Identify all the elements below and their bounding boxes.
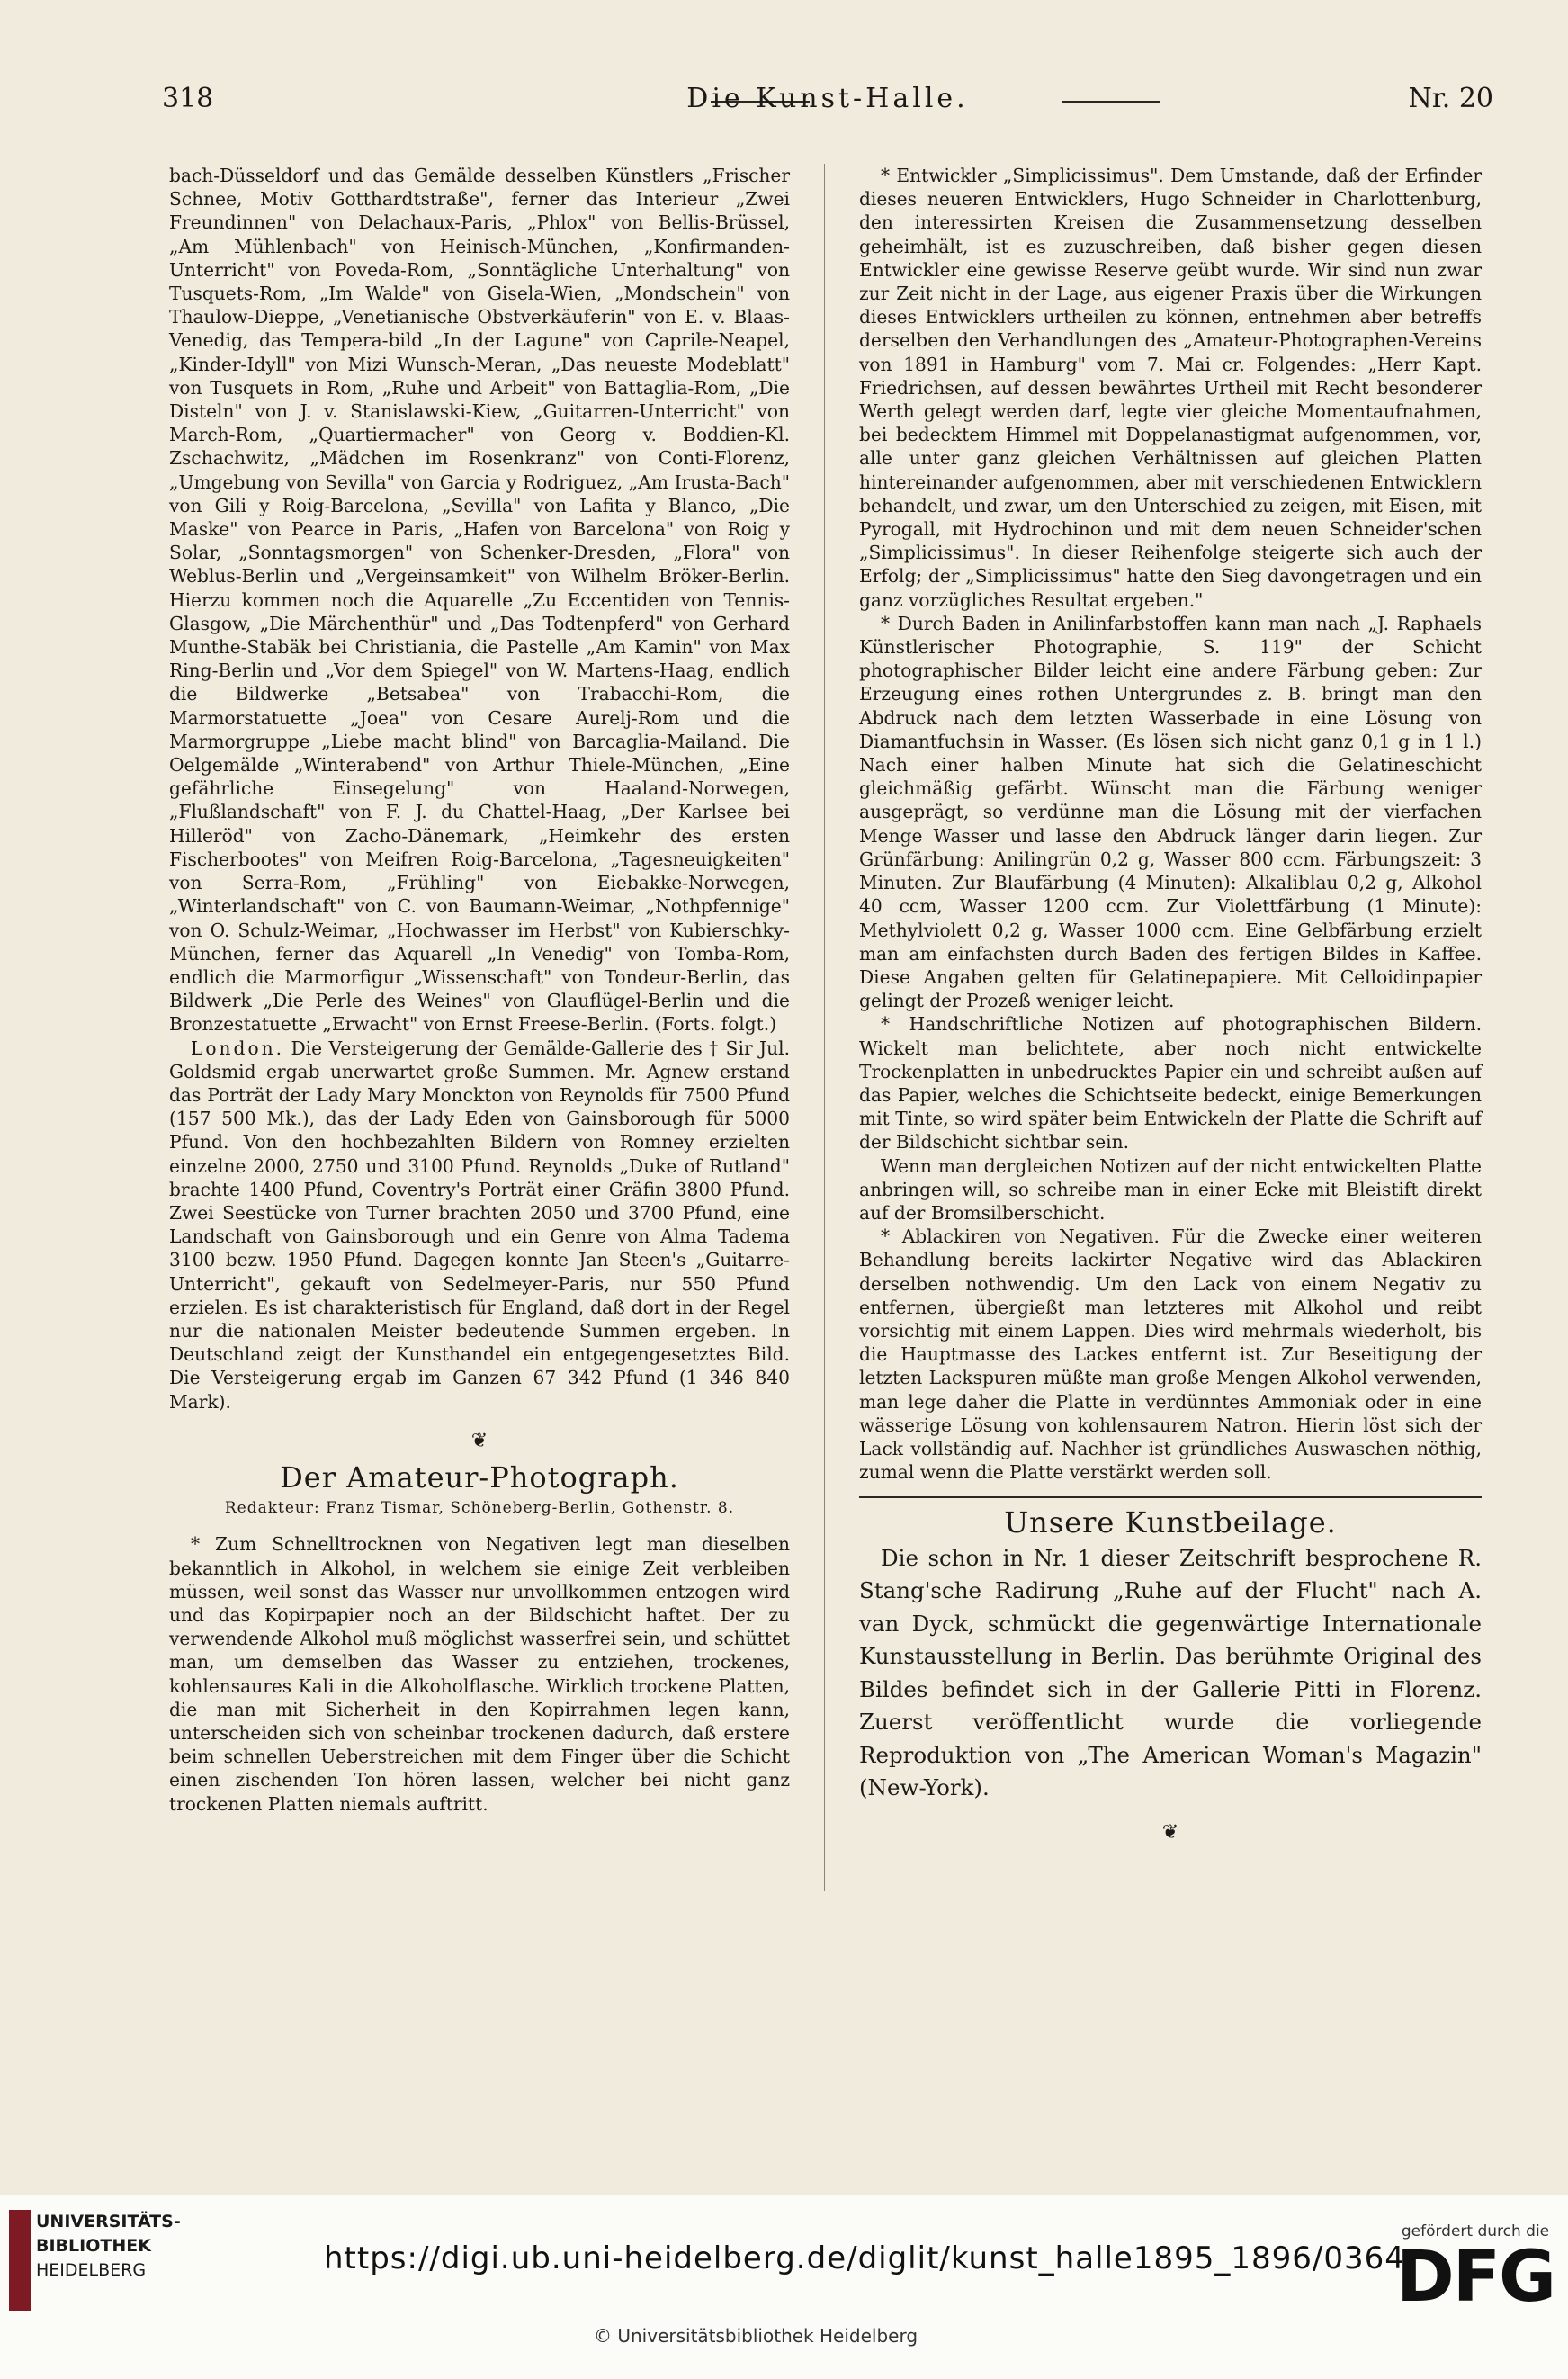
london-lead: London. [191, 1037, 285, 1059]
pencil-notes-paragraph: Wenn man dergleichen Notizen auf der nicht entwickelten Platte anbringen will, so schreibe man in einer Ecke mit Bleistift direkt auf der Bromsilberschicht. [859, 1154, 1482, 1224]
funded-by-text: gefördert durch die [1401, 2222, 1550, 2240]
ornament-right: ❦ [1161, 1820, 1179, 1844]
dfg-logo[interactable] [1385, 2222, 1565, 2318]
library-name-line2: BIBLIOTHEK [36, 2236, 151, 2256]
exhibition-list-paragraph: bach-Düsseldorf und das Gemälde desselben Künstlers „Frischer Schnee, Motiv Gotthardtstraße", ferner das Interieur „Zwei Freundinnen" von Delachaux-Paris, „Phlox" von Bellis-Brüssel, „Am Mühlenbach" von Heinisch-München, „Konfirmanden-Unterricht" von Poveda-Rom, „Sonntägliche Unterhaltung" von Tusquets-Rom, „Im Walde" von Gisela-Wien, „Mondschein" von Thaulow-Dieppe, „Venetianische Obstverkäuferin" von E. v. Blaas-Venedig, das Tempera-bild „In der Lagune" von Caprile-Neapel, „Kinder-Idyll" von Mizi Wunsch-Meran, „Das neueste Modeblatt" von Tusquets in Rom, „Ruhe und Arbeit" von Battaglia-Rom, „Die Disteln" von J. v. Stanislawski-Kiew, „Guitarren-Unterricht" von March-Rom, „Quartiermacher" von Georg v. Boddien-Kl. Zschachwitz, „Mädchen im Rosenkranz" von Conti-Florenz, „Umgebung von Sevilla" von Garcia y Rodriguez, „Am Irusta-Bach" von Gili y Roig-Barcelona, „Sevilla" von Lafita y Blanco, „Die Maske" von Pearce in Paris, „Hafen von Barcelona" von Roig y Solar, „Sonntagsmorgen" von Schenker-Dresden, „Flora" von Weblus-Berlin und „Vergeinsamkeit" von Wilhelm Bröker-Berlin. Hierzu kommen noch die Aquarelle „Zu Eccentiden von Tennis-Glasgow, „Die Märchenthür" und „Das Todtenpferd" von Gerhard Munthe-Stabäk bei Christiania, die Pastelle „Am Kamin" von Max Ring-Berlin und „Vor dem Spiegel" von W. Martens-Haag, endlich die Bildwerke „Betsabea" von Trabacchi-Rom, die Marmorstatuette „Joea" von Cesare Aurelj-Rom und die Marmorgruppe „Liebe macht blind" von Barcaglia-Mailand. Die Oelgemälde „Winterabend" von Arthur Thiele-München, „Eine gefährliche Einsegelung" von Haaland-Norwegen, „Flußlandschaft" von F. J. du Chattel-Haag, „Der Karlsee bei Hilleröd" von Zacho-Dänemark, „Heimkehr des ersten Fischerbootes" von Meifren Roig-Barcelona, „Tagesneuigkeiten" von Serra-Rom, „Frühling" von Eiebakke-Norwegen, „Winterlandschaft" von C. von Baumann-Weimar, „Nothpfennige" von O. Schulz-Weimar, „Hochwasser im Herbst" von Kubierschky-München, ferner das Aquarell „In Venedig" von Tomba-Rom, endlich die Marmorfigur „Wissenschaft" von Tondeur-Berlin, das Bildwerk „Die Perle des Weines" von Glauflügel-Berlin und die Bronzestatuette „Erwacht" von Ernst Freese-Berlin. (Forts. folgt.) [169, 165, 790, 1036]
ornament-left: ❦ [470, 1429, 488, 1452]
column-divider [824, 164, 825, 1891]
varnish-removal-paragraph: * Ablackiren von Negativen. Für die Zwecke einer weiteren Behandlung bereits lackirter Negative wird das Ablackiren derselben nothwendig. Um den Lack von einem Negativ zu entfernen, übergießt man letzteres mit Alkohol und reibt vorsichtig mit einem Lappen. Dies wird mehrmals wiederholt, bis die Hauptmasse des Lackes entfernt ist. Zur Beseitigung der letzten Lackspuren müßte man große Mengen Alkohol verwenden, man lege daher die Platte in verdünntes Ammoniak oder in eine wässerige Lösung von kohlensaurem Natron. Hierin löst sich der Lack vollständig auf. Nachher ist gründliches Auswaschen nöthig, zumal wenn die Platte verstärkt werden soll. [859, 1225, 1482, 1484]
header-rule-right [1062, 101, 1160, 103]
library-name-line3: HEIDELBERG [36, 2260, 147, 2280]
quick-drying-paragraph: * Zum Schnelltrocknen von Negativen legt man dieselben bekanntlich in Alkohol, in welchem sie einige Zeit verbleiben müssen, weil sonst das Wasser nur unvollkommen entzogen wird und das Kopirpapier noch an der Bildschicht haftet. Der zu verwendende Alkohol muß möglichst wasserfrei sein, und schüttet man, um demselben das Wasser zu entziehen, trockenes, kohlensaures Kali in die Alkoholflasche. Wirklich trockene Platten, die man mit Sicherheit in den Kopirrahmen legen kann, unterscheiden sich von scheinbar trockenen dadurch, daß erstere beim schnellen Ueberstreichen mit dem Finger über die Schicht einen zischenden Ton hören lassen, welcher bei nicht ganz trockenen Platten niemals auftritt. [169, 1533, 790, 1815]
library-name-line1: UNIVERSITÄTS- [36, 2212, 181, 2231]
london-auction-paragraph [169, 1037, 790, 1414]
right-column [859, 164, 1482, 1855]
aniline-paragraph: * Durch Baden in Anilinfarbstoffen kann man nach „J. Raphaels Künstlerischer Photographie, S. 119" der Schicht photographischer Bilder leicht eine andere Färbung geben: Zur Erzeugung eines rothen Untergrundes z. B. bringt man den Abdruck nach dem letzten Wasserbade in eine Lösung von Diamantfuchsin in Wasser. (Es lösen sich nicht ganz 0,1 g in 1 l.) Nach einer halben Minute hat sich die Gelatineschicht gleichmäßig gefärbt. Wünscht man die Färbung weniger ausgeprägt, so verdünne man die Lösung mit der vierfachen Menge Wasser und lasse den Abdruck länger darin liegen. Zur Grünfärbung: Anilingrün 0,2 g, Wasser 800 ccm. Färbungszeit: 3 Minuten. Zur Blaufärbung (4 Minuten): Alkaliblau 0,2 g, Alkohol 40 ccm, Wasser 1200 ccm. Zur Violettfärbung (1 Minute): Methylviolett 0,2 g, Wasser 1000 ccm. Eine Gelbfärbung erzielt man am einfachsten durch Baden des fertigen Bildes in Kaffee. Diese Angaben gelten für Gelatinepapiere. Mit Celloidinpapier gelingt der Prozeß weniger leicht. [859, 612, 1482, 1012]
issue-number: Nr. 20 [1408, 83, 1493, 114]
section-title-kunstbeilage: Unsere Kunstbeilage. [1004, 1505, 1337, 1540]
journal-title: Die Kunst-Halle. [686, 83, 969, 114]
permalink-url[interactable]: https://digi.ub.uni-heidelberg.de/diglit/kunst_halle1895_1896/0364 [324, 2240, 1405, 2276]
london-text: Die Versteigerung der Gemälde-Gallerie des † Sir Jul. Goldsmid ergab unerwartet große Summen. Mr. Agnew erstand das Porträt der Lady Mary Monckton von Reynolds für 7500 Pfund (157 500 Mk.), das der Lady Eden von Gainsborough für 5000 Pfund. Von den hochbezahlten Bildern von Romney erzielten einzelne 2000, 2750 und 3100 Pfund. Reynolds „Duke of Rutland" brachte 1400 Pfund, Coventry's Porträt einer Gräfin 3800 Pfund. Zwei Seestücke von Turner brachten 2050 und 3700 Pfund, eine Landschaft von Gainsborough und ein Genre von Alma Tadema 3100 bezw. 1950 Pfund. Dagegen konnte Jan Steen's „Guitarre-Unterricht", gekauft von Sedelmeyer-Paris, nur 550 Pfund erzielen. Es ist charakteristisch für England, daß dort in der Regel nur die nationalen Meister bedeutende Summen ergeben. In Deutschland zeigt der Kunsthandel ein entgegengesetztes Bild. Die Versteigerung ergab im Ganzen 67 342 Pfund (1 346 840 Mark). [169, 1037, 790, 1413]
university-library-logo[interactable] [9, 2210, 181, 2322]
library-logo-icon [9, 2210, 31, 2311]
editor-line: Redakteur: Franz Tismar, Schöneberg-Berlin, Gothenstr. 8. [224, 1499, 735, 1518]
dfg-wordmark: DFG [1395, 2237, 1555, 2318]
developer-paragraph: * Entwickler „Simplicissimus". Dem Umstande, daß der Erfinder dieses neueren Entwicklers, Hugo Schneider in Charlottenburg, den interessirten Kreisen die Zusammensetzung desselben geheimhält, ist es zuzuschreiben, daß bisher gegen diesen Entwickler eine gewisse Reserve geübt wurde. Wir sind nun zwar zur Zeit nicht in der Lage, aus eigener Praxis über die Wirkungen dieses Entwicklers urtheilen zu können, entnehmen aber betreffs derselben den Verhandlungen des „Amateur-Photographen-Vereins von 1891 in Hamburg" vom 7. Mai cr. Folgendes: „Herr Kapt. Friedrichsen, auf dessen bewährtes Urtheil mit Recht besonderer Werth gelegt werden darf, legte vier gleiche Momentaufnahmen, bei bedecktem Himmel mit Doppelanastigmat aufgenommen, vor, alle unter ganz gleichen Verhältnissen auf gleichen Platten hintereinander aufgenommen, aber mit verschiedenen Entwicklern behandelt, und zwar, um den Unterschied zu zeigen, mit Eisen, mit Pyrogall, mit Hydrochinon und mit dem neuen Schneider'schen „Simplicissimus". In dieser Reihenfolge steigerte sich auch der Erfolg; der „Simplicissimus" hatte den Sieg davongetragen und ein ganz vorzügliches Resultat ergeben." [859, 165, 1482, 611]
left-column [169, 164, 790, 1816]
handwritten-notes-paragraph: * Handschriftliche Notizen auf photographischen Bildern. Wickelt man belichtete, aber noch nicht entwickelte Trockenplatten in unbedrucktes Papier ein und schreibt außen auf das Papier, welches die Schichtseite bedeckt, einige Bemerkungen mit Tinte, so wird später beim Entwickeln der Platte die Schrift auf der Bildschicht sichtbar sein. [859, 1013, 1482, 1154]
page-number: 318 [162, 83, 214, 114]
page-header [162, 83, 1493, 128]
copyright-notice: © Universitätsbibliothek Heidelberg [594, 2325, 918, 2347]
kunstbeilage-paragraph: Die schon in Nr. 1 dieser Zeitschrift besprochene R. Stang'sche Radirung „Ruhe auf der Flucht" nach A. van Dyck, schmückt die gegenwärtige Internationale Kunstausstellung in Berlin. Das berühmte Original des Bildes befindet sich in der Gallerie Pitti in Florenz. Zuerst veröffentlicht wurde die vorliegende Reproduktion von „The American Woman's Magazin" (New-York). [859, 1544, 1482, 1801]
section-rule [859, 1496, 1482, 1498]
footer-bar [0, 2195, 1568, 2379]
section-title-amateur-photograph: Der Amateur-Photograph. [280, 1459, 679, 1495]
